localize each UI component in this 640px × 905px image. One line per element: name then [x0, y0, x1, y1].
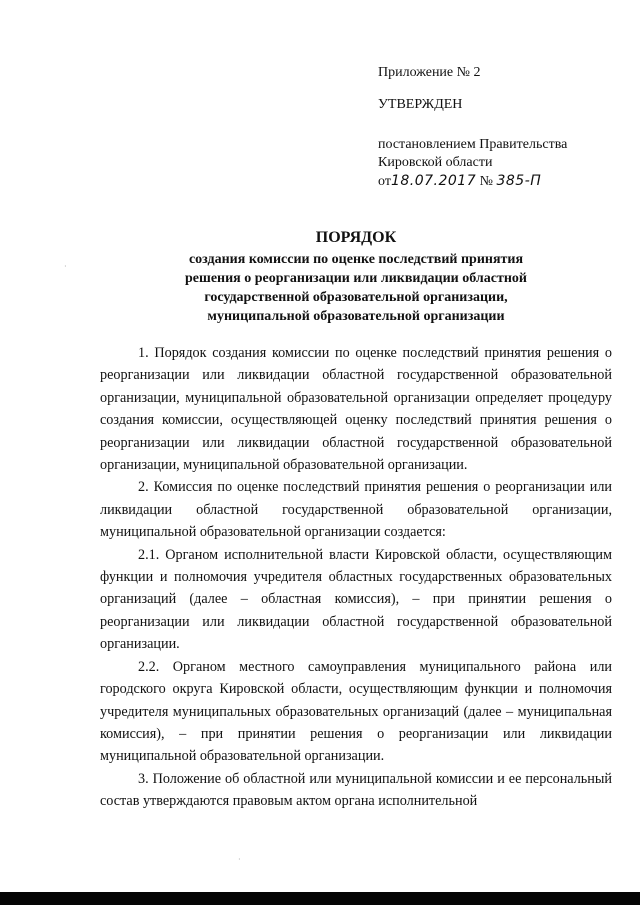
title-sub-line: государственной образовательной организации,: [204, 290, 508, 305]
scan-speck: ·: [238, 855, 241, 864]
paragraph-2-2: 2.2. Органом местного самоуправления муниципального района или городского округа Кировской области, осуществляющим функции и полномочия учредителя муниципальных образовательных организаций (далее – муниципальная комиссия), – при принятии решения о реорганизации или ликвидации муниципальной образовательной организации.: [100, 658, 612, 765]
annex-label: Приложение № 2: [378, 65, 481, 80]
date-number-line: [378, 172, 628, 191]
number-prefix: №: [479, 174, 493, 189]
title-sub-line: решения о реорганизации или ликвидации областной: [185, 271, 527, 286]
handwritten-number: 385-П: [496, 173, 542, 189]
paragraph-1: 1. Порядок создания комиссии по оценке последствий принятия решения о реорганизации или ликвидации областной государственной образовательной организации, муниципальной образовательной организации определяет процедуру создания комиссии, осуществляющей оценку последствий принятия решения о реорганизации или ликвидации областной государственной образовательной организации, муниципальной образовательной организации.: [100, 345, 612, 474]
date-prefix: от: [378, 174, 391, 189]
handwritten-date: 18.07.2017: [390, 173, 477, 189]
scan-bottom-edge: [0, 892, 640, 905]
approval-block: [378, 64, 628, 191]
paragraph-2-1: 2.1. Органом исполнительной власти Кировской области, осуществляющим функции и полномочия учредителя областных государственных образовательных организаций (далее – областная комиссия), – при принятии решения о реорганизации или ликвидации областной государственной образовательной организации.: [100, 546, 612, 653]
approved-by-line-2: Кировской области: [378, 155, 493, 170]
approved-by-line-1: постановлением Правительства: [378, 137, 568, 152]
document-title: [100, 228, 612, 326]
paragraph-3: 3. Положение об областной или муниципальной комиссии и ее персональный состав утверждаются правовым актом органа исполнительной: [100, 770, 612, 810]
title-sub-line: муниципальной образовательной организации: [207, 309, 505, 324]
title-subtitle: [100, 250, 612, 326]
paragraph-2: 2. Комиссия по оценке последствий принятия решения о реорганизации или ликвидации областной государственной образовательной организации, муниципальной образовательной организации создается:: [100, 479, 612, 541]
approved-label: УТВЕРЖДЕН: [378, 97, 463, 112]
title-sub-line: создания комиссии по оценке последствий принятия: [188, 252, 524, 267]
scan-speck: ·: [64, 262, 67, 271]
title-main: ПОРЯДОК: [315, 229, 397, 246]
document-body: [100, 342, 612, 813]
